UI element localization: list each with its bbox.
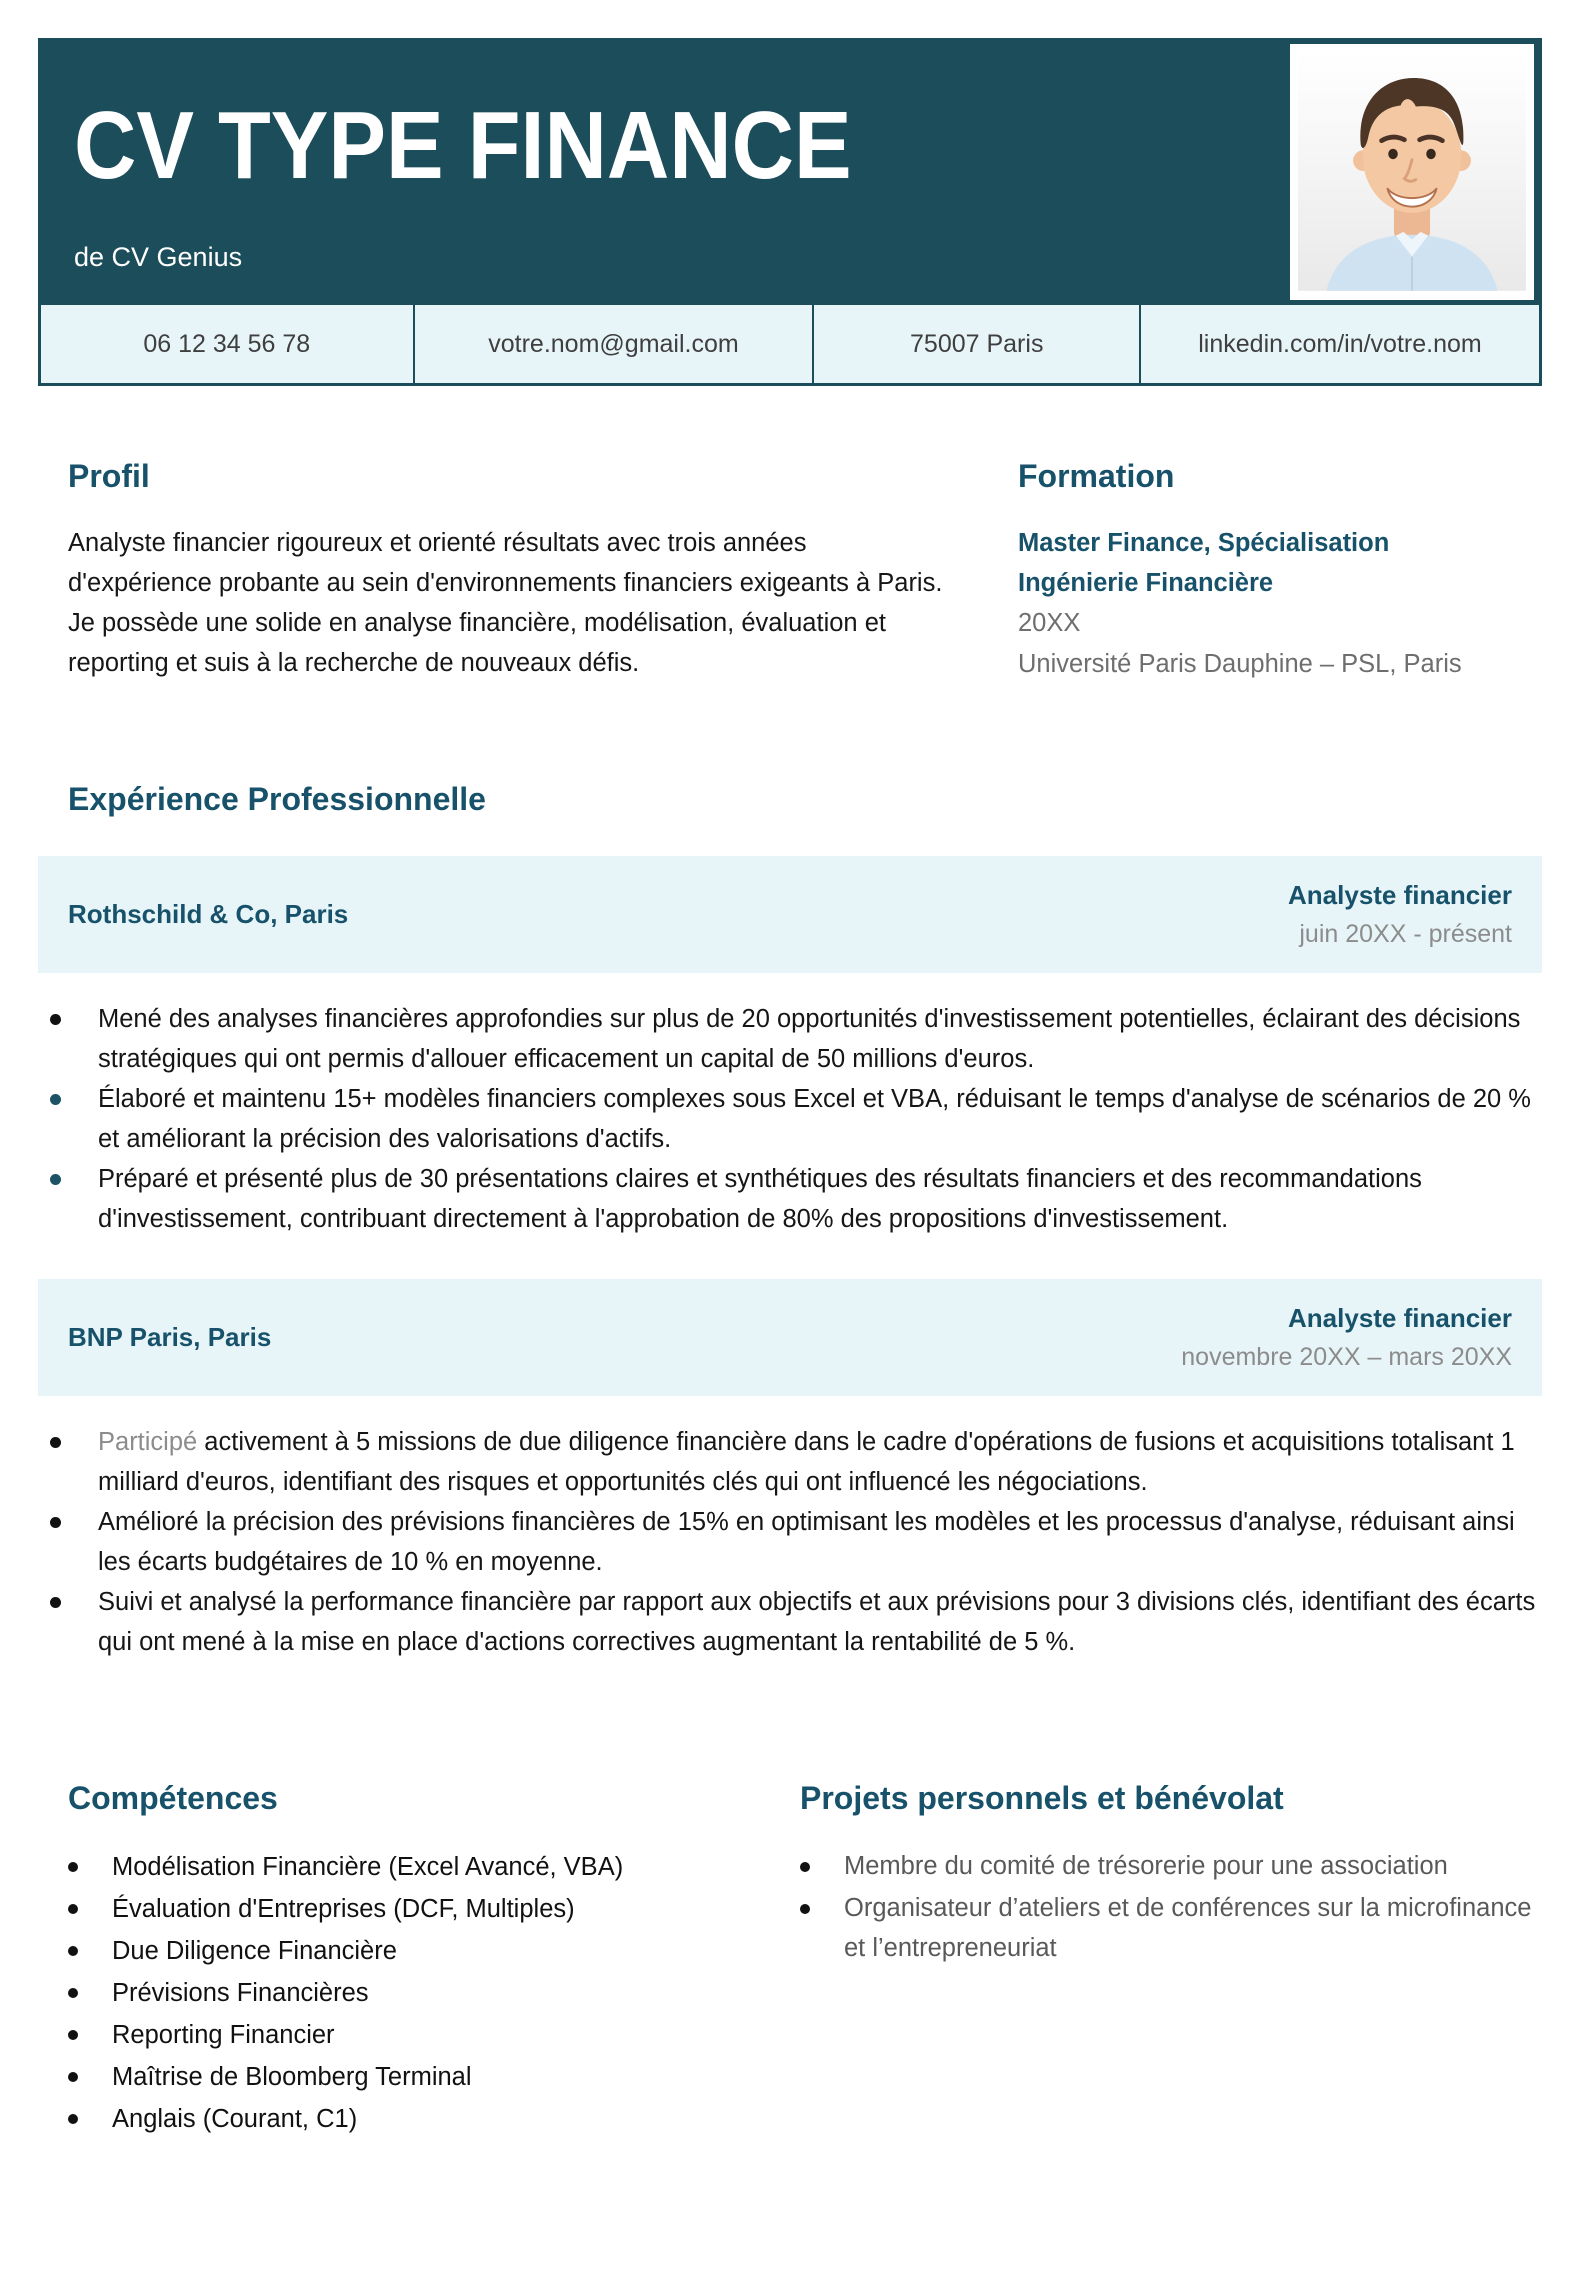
- page-title: CV TYPE FINANCE: [74, 92, 852, 199]
- section-competences: [68, 1780, 770, 2141]
- contact-bar: [38, 305, 1542, 386]
- bullet-text: Suivi et analysé la performance financière par rapport aux objectifs et aux prévisions pour 3 divisions clés, identifiant des écarts qui ont mené à la mise en place d'actions correctives augmentant la rentabilité de 5 %.: [98, 1587, 1536, 1656]
- section-profil: [68, 458, 953, 685]
- portrait-illustration: [1298, 52, 1526, 292]
- bullet-item: [50, 1582, 1542, 1662]
- job-dates: juin 20XX - présent: [1299, 920, 1512, 949]
- job-title-dates: [1288, 875, 1512, 953]
- skill-item: [68, 1846, 770, 1888]
- bullet-text-prefix: Participé: [98, 1427, 198, 1456]
- bullet-item: [50, 1159, 1542, 1239]
- skill-text: Évaluation d'Entreprises (DCF, Multiples): [112, 1895, 575, 1924]
- formation-year: 20XX: [1018, 608, 1081, 637]
- bullet-icon: [68, 2114, 78, 2124]
- job-company: BNP Paris, Paris: [68, 1321, 272, 1352]
- formation-school: Université Paris Dauphine – PSL, Paris: [1018, 649, 1462, 678]
- skill-item: [68, 1930, 770, 1972]
- job-title-dates: [1181, 1298, 1512, 1376]
- skill-text: Due Diligence Financière: [112, 1937, 397, 1966]
- bullet-icon: [50, 1014, 61, 1025]
- skill-text: Reporting Financier: [112, 2021, 335, 2050]
- competences-heading: Compétences: [68, 1779, 278, 1816]
- bullet-icon: [50, 1437, 61, 1448]
- job-title: Analyste financier: [1288, 1303, 1512, 1334]
- skill-item: [68, 2056, 770, 2098]
- projets-heading: Projets personnels et bénévolat: [800, 1779, 1284, 1816]
- skill-item: [68, 2014, 770, 2056]
- profil-text: Analyste financier rigoureux et orienté résultats avec trois années d'expérience probante au sein d'environnements financiers exigeants à Paris. Je possède une solide en analyse financière, modélisation, évaluation et reporting et suis à la recherche de nouveaux défis.: [68, 528, 943, 677]
- bullet-text: Préparé et présenté plus de 30 présentations claires et synthétiques des résultats financiers et des recommandations d'investissement, contribuant directement à l'approbation de 80% des propositions d'investissement.: [98, 1164, 1422, 1233]
- bullet-icon: [800, 1862, 810, 1872]
- skill-item: [68, 2098, 770, 2140]
- profile-photo: [1290, 44, 1534, 300]
- cv-body: [38, 458, 1542, 2140]
- job-company: Rothschild & Co, Paris: [68, 898, 349, 929]
- header-subtitle: de CV Genius: [74, 242, 243, 272]
- section-formation: [1018, 458, 1542, 685]
- bullet-item: [50, 999, 1542, 1079]
- skill-item: [68, 1888, 770, 1930]
- bullet-text-rest: activement à 5 missions de due diligence financière dans le cadre d'opérations de fusions et acquisitions totalisant 1 milliard d'euros, identifiant des risques et opportunités clés qui ont influencé les négociations.: [98, 1427, 1515, 1496]
- section-experience: [38, 781, 1542, 1662]
- contact-location: 75007 Paris: [812, 305, 1139, 383]
- bullet-item: [50, 1502, 1542, 1582]
- skill-text: Modélisation Financière (Excel Avancé, VBA): [112, 1853, 624, 1882]
- experience-heading: Expérience Professionnelle: [68, 780, 486, 817]
- profil-heading: Profil: [68, 458, 150, 494]
- job-bullet-list: [50, 1422, 1542, 1662]
- contact-linkedin: linkedin.com/in/votre.nom: [1139, 305, 1539, 383]
- bullet-icon: [68, 1988, 78, 1998]
- contact-phone: 06 12 34 56 78: [143, 329, 311, 358]
- skill-item: [68, 1972, 770, 2014]
- projet-text: Organisateur d’ateliers et de conférences sur la microfinance et l’entrepreneuriat: [844, 1894, 1532, 1963]
- skill-text: Anglais (Courant, C1): [112, 2105, 358, 2134]
- bullet-icon: [50, 1597, 61, 1608]
- cv-page: [0, 38, 1580, 2273]
- section-projets: [800, 1780, 1542, 2141]
- projets-list: [800, 1846, 1542, 1968]
- bottom-columns: [68, 1780, 1542, 2141]
- bullet-text: Mené des analyses financières approfondies sur plus de 20 opportunités d'investissement potentielles, éclairant des décisions stratégiques qui ont permis d'allouer efficacement un capital de 50 millions d'euros.: [98, 1004, 1521, 1073]
- skills-list: [68, 1846, 770, 2140]
- bullet-item: [50, 1079, 1542, 1159]
- skill-text: Maîtrise de Bloomberg Terminal: [112, 2063, 472, 2092]
- contact-email: votre.nom@gmail.com: [413, 305, 813, 383]
- formation-degree: Master Finance, Spécialisation Ingénierie Financière: [1018, 528, 1390, 597]
- top-columns: [68, 458, 1542, 685]
- job-dates: novembre 20XX – mars 20XX: [1181, 1343, 1512, 1372]
- bullet-text: Amélioré la précision des prévisions financières de 15% en optimisant les modèles et les processus d'analyse, réduisant ainsi les écarts budgétaires de 10 % en moyenne.: [98, 1507, 1515, 1576]
- skill-text: Prévisions Financières: [112, 1979, 369, 2008]
- job-header-bar: [38, 1279, 1542, 1396]
- formation-heading: Formation: [1018, 458, 1175, 494]
- job-header-bar: [38, 856, 1542, 973]
- job-bullet-list: [50, 999, 1542, 1239]
- bullet-icon: [68, 1904, 78, 1914]
- bullet-icon: [50, 1094, 61, 1105]
- bullet-icon: [50, 1517, 61, 1528]
- bullet-text: [98, 1428, 1515, 1496]
- job-title: Analyste financier: [1288, 880, 1512, 911]
- projet-item: [800, 1846, 1542, 1886]
- header: [38, 38, 1542, 305]
- bullet-icon: [50, 1174, 61, 1185]
- bullet-icon: [68, 1862, 78, 1872]
- bullet-text: Élaboré et maintenu 15+ modèles financiers complexes sous Excel et VBA, réduisant le temps d'analyse de scénarios de 20 % et améliorant la précision des valorisations d'actifs.: [98, 1084, 1531, 1153]
- bullet-icon: [800, 1904, 810, 1914]
- bullet-icon: [68, 2072, 78, 2082]
- bullet-item: [50, 1422, 1542, 1502]
- projet-text: Membre du comité de trésorerie pour une association: [844, 1852, 1448, 1881]
- bullet-icon: [68, 2030, 78, 2040]
- bullet-icon: [68, 1946, 78, 1956]
- projet-item: [800, 1888, 1542, 1968]
